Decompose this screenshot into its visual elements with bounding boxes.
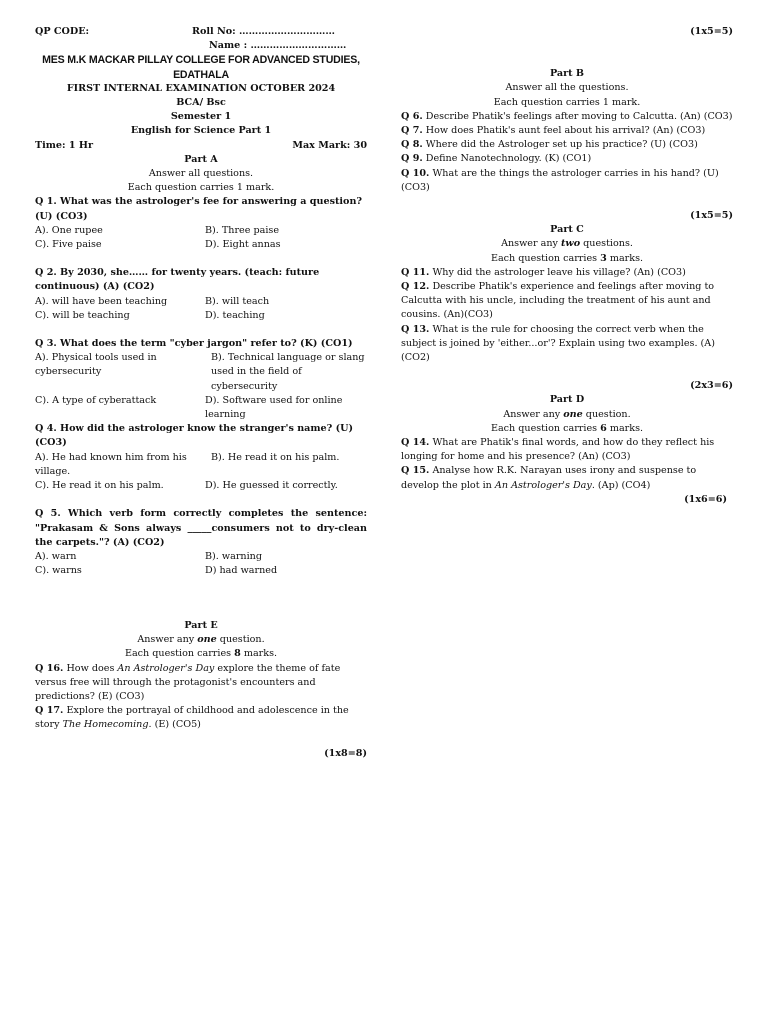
q3-option-c: C). A type of cyberattack (35, 394, 157, 406)
q1-options-row-1 (35, 224, 367, 238)
right-column (401, 25, 733, 507)
qp-code: QP CODE: (35, 26, 90, 37)
question-13: Q 13. What is the rule for choosing the correct verb when the subject is joined by 'either...or'? Explain using two examples. (A) (CO2) (401, 323, 715, 364)
part-b-title: Part B (549, 68, 585, 80)
part-c-instruction-2: Each question carries 3 marks. (490, 252, 644, 264)
q5-option-d: D) had warned (205, 565, 278, 577)
q4-option-d: D). He guessed it correctly. (205, 480, 338, 492)
q3-options-row-2 (35, 394, 367, 422)
part-a-marks: (1x5=5) (690, 26, 733, 37)
course: BCA/ Bsc (176, 97, 226, 109)
q3-option-b: B). Technical language or slang used in the field of cybersecurity (211, 352, 365, 392)
part-b-instruction-1: Answer all the questions. (505, 82, 629, 94)
q2-options-row-2 (35, 309, 367, 323)
part-e-section (35, 619, 367, 761)
q2-option-c: C). will be teaching (35, 309, 130, 321)
question-3: Q 3. What does the term "cyber jargon" refer to? (K) (CO1) (35, 338, 353, 350)
question-7: Q 7. How does Phatik's aunt feel about his arrival? (An) (CO3) (401, 125, 706, 137)
semester: Semester 1 (170, 111, 232, 123)
part-e-instruction-2: Each question carries 8 marks. (124, 648, 278, 660)
question-8: Q 8. Where did the Astrologer set up his practice? (U) (CO3) (401, 139, 698, 151)
q1-option-b: B). Three paise (205, 224, 279, 236)
q3-option-a: A). Physical tools used in cybersecurity (35, 352, 157, 378)
question-16: Q 16. How does An Astrologer's Day explore the theme of fate versus free will through the protagonist's encounters and predictions? (E) (CO3) (35, 662, 341, 703)
part-e-marks: (1x8=8) (324, 747, 367, 759)
q2-option-d: D). teaching (205, 309, 265, 321)
question-12: Q 12. Describe Phatik's experience and feelings after moving to Calcutta with his uncle, including the treatment of his aunt and cousins. (An)(CO3) (401, 281, 715, 321)
part-c-title: Part C (550, 224, 584, 236)
q4-option-a: A). He had known him from his village. (35, 451, 187, 477)
part-d-marks: (1x6=6) (684, 493, 727, 505)
q2-options-row-1 (35, 295, 367, 309)
left-column (35, 25, 367, 578)
question-2: Q 2. By 2030, she…… for twenty years. (teach: future continuous) (A) (CO2) (35, 267, 320, 293)
q2-option-b: B). will teach (205, 295, 270, 307)
q5-option-b: B). warning (205, 550, 262, 562)
time-marks-row (35, 139, 367, 153)
question-15: Q 15. Analyse how R.K. Narayan uses irony and suspense to develop the plot in An Astrologer's Day. (Ap) (CO4) (401, 465, 697, 491)
question-4: Q 4. How did the astrologer know the stranger's name? (U) (CO3) (35, 423, 354, 449)
question-10: Q 10. What are the things the astrologer carries in his hand? (U) (CO3) (401, 167, 719, 193)
q1-option-d: D). Eight annas (205, 239, 281, 251)
part-c-marks: (2x3=6) (690, 380, 733, 392)
q5-option-c: C). warns (35, 565, 82, 577)
part-e-instruction-1: Answer any one question. (137, 634, 265, 646)
q1-option-a: A). One rupee (35, 224, 103, 236)
question-6: Q 6. Describe Phatik's feelings after moving to Calcutta. (An) (CO3) (401, 110, 733, 122)
time: Time: 1 Hr (35, 139, 94, 151)
part-b-marks: (1x5=5) (690, 210, 733, 222)
college-name: MES M.K MACKAR PILLAY COLLEGE FOR ADVANCED STUDIES, EDATHALA (42, 54, 360, 81)
q5-options-row-2 (35, 564, 367, 578)
part-d-title: Part D (549, 394, 585, 406)
header-top-row (35, 25, 367, 39)
part-a-instruction-1: Answer all questions. (148, 168, 254, 180)
question-9: Q 9. Define Nanotechnology. (K) (CO1) (401, 153, 592, 165)
part-a-instruction-2: Each question carries 1 mark. (127, 182, 275, 194)
roll-no: Roll No: ………………………… (192, 26, 335, 37)
name-field: Name : ………………………… (209, 40, 347, 52)
part-e-title: Part E (184, 620, 218, 631)
question-11: Q 11. Why did the astrologer leave his village? (An) (CO3) (401, 266, 686, 278)
q1-option-c: C). Five paise (35, 239, 102, 251)
question-1: Q 1. What was the astrologer's fee for answering a question? (U) (CO3) (35, 196, 363, 222)
part-d-instruction-1: Answer any one question. (503, 408, 631, 420)
q5-option-a: A). warn (35, 550, 77, 562)
q4-option-b: B). He read it on his palm. (211, 451, 340, 463)
question-17: Q 17. Explore the portrayal of childhood and adolescence in the story The Homecoming. (E) (CO5) (35, 705, 349, 731)
q3-option-d: D). Software used for online learning (205, 394, 343, 421)
q4-options-row-1 (35, 451, 367, 479)
exam-title: FIRST INTERNAL EXAMINATION OCTOBER 2024 (66, 82, 336, 94)
part-b-instruction-2: Each question carries 1 mark. (493, 96, 641, 108)
q5-options-row-1 (35, 550, 367, 564)
q4-option-c: C). He read it on his palm. (35, 480, 164, 492)
part-a-title: Part A (184, 153, 218, 165)
q2-option-a: A). will have been teaching (35, 295, 168, 307)
q3-options-row-1 (35, 351, 367, 394)
question-5: Q 5. Which verb form correctly completes the sentence: "Prakasam & Sons always _____consumers not to dry-clean the carpets."? (A) (CO2) (35, 508, 367, 548)
subject: English for Science Part 1 (130, 125, 272, 137)
q1-options-row-2 (35, 238, 367, 252)
question-14: Q 14. What are Phatik's final words, and how do they reflect his longing for home and his presence? (An) (CO3) (401, 437, 715, 463)
part-c-instruction-1: Answer any two questions. (501, 238, 633, 250)
max-mark: Max Mark: 30 (292, 139, 367, 151)
q4-options-row-2 (35, 479, 367, 493)
part-d-instruction-2: Each question carries 6 marks. (490, 422, 644, 434)
